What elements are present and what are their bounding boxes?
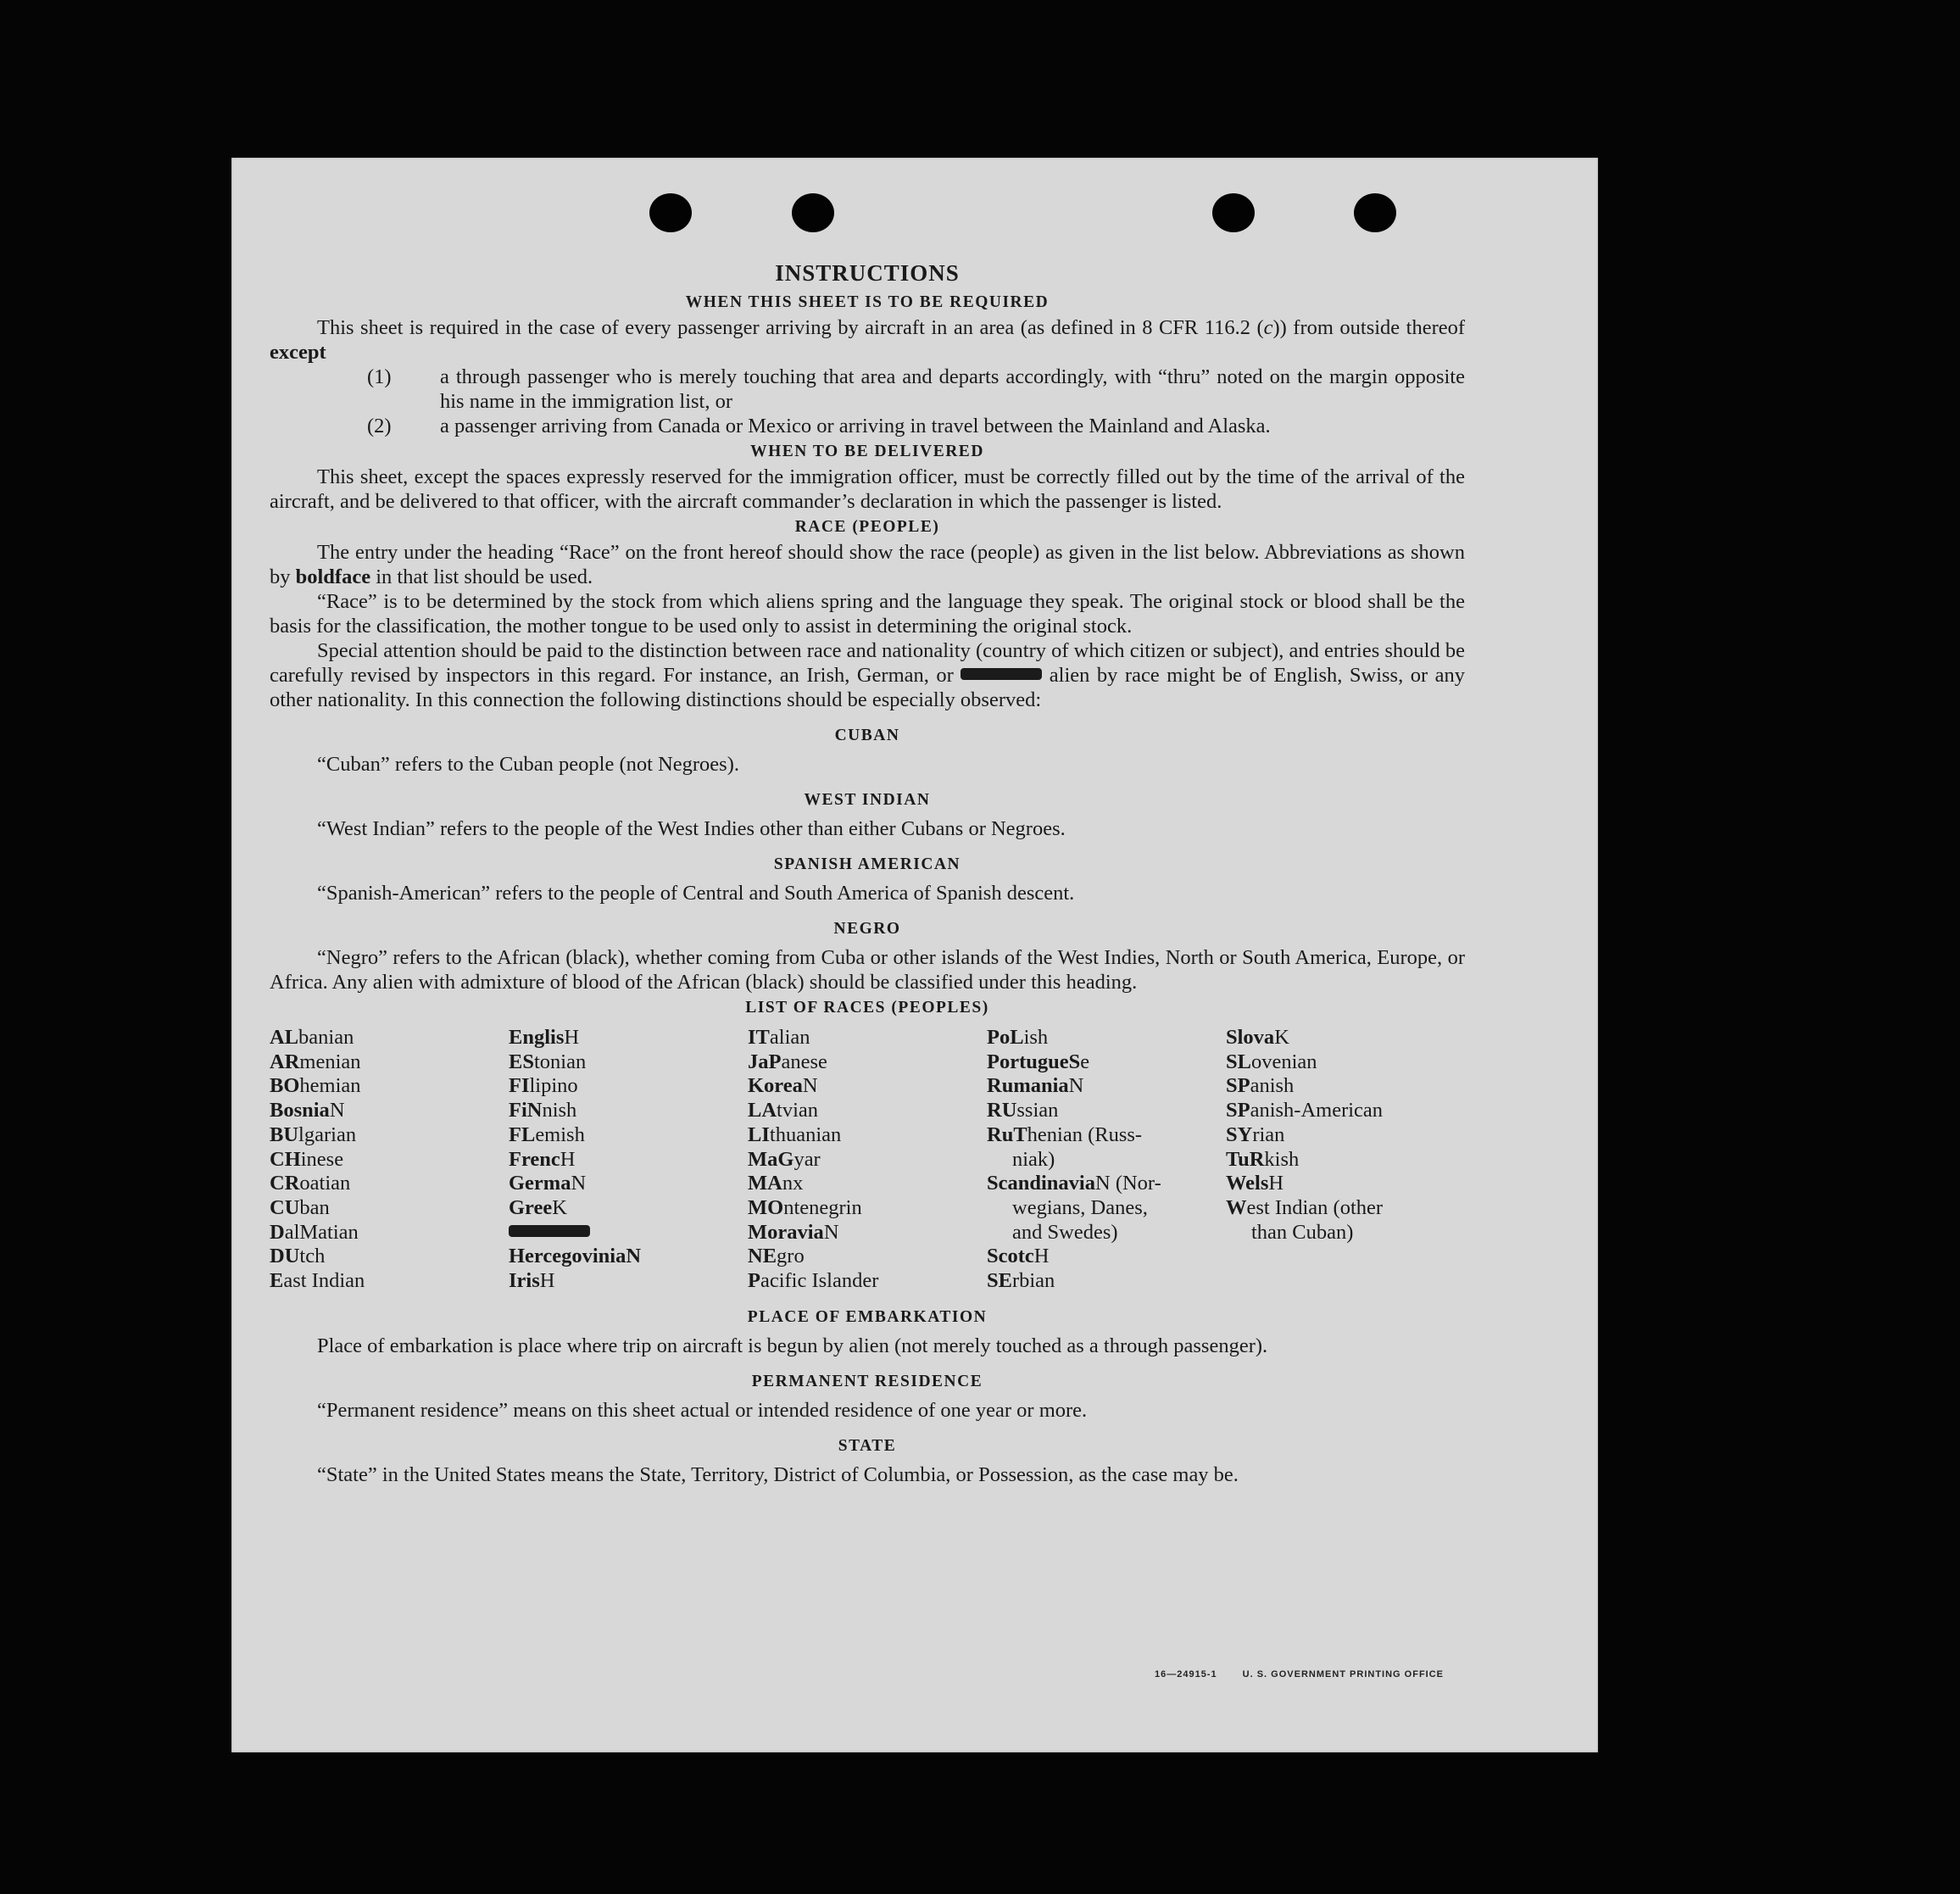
- document-sheet: [231, 158, 1598, 1752]
- spanish-american-text: “Spanish-American” refers to the people of Central and South America of Spanish descent.: [317, 882, 1075, 905]
- race-entry: DalMatian: [270, 1220, 359, 1244]
- race-entry: ScotcH: [987, 1245, 1050, 1268]
- race-entry: LIthuanian: [748, 1122, 842, 1146]
- race-entry: ALbanian: [270, 1026, 354, 1049]
- race-entry: SYrian: [1226, 1122, 1285, 1146]
- race-entry: MoraviaN: [748, 1220, 839, 1244]
- race-entry: WelsH: [1226, 1172, 1284, 1195]
- race-column: [270, 1026, 509, 1294]
- instructions-content: [270, 261, 1465, 1487]
- section-heading-embarkation: PLACE OF EMBARKATION: [747, 1307, 988, 1326]
- race-entry: than Cuban): [1251, 1220, 1354, 1244]
- embarkation-text: Place of embarkation is place where trip on aircraft is begun by alien (not merely touched as a through passenger).: [317, 1334, 1268, 1357]
- section-heading-west-indian: WEST INDIAN: [804, 791, 931, 809]
- page-title: INSTRUCTIONS: [775, 260, 960, 286]
- printer-imprint: U. S. GOVERNMENT PRINTING OFFICE: [1242, 1669, 1444, 1680]
- race-column: [748, 1026, 987, 1294]
- section-heading-negro: NEGRO: [833, 920, 901, 938]
- race-entry: ScandinaviaN (Nor-: [987, 1172, 1161, 1195]
- section-heading-cuban: CUBAN: [834, 727, 900, 744]
- race-entry: EStonian: [509, 1050, 587, 1073]
- race-entry: IrisH: [509, 1269, 555, 1293]
- race-entry: PortugueSe: [987, 1050, 1090, 1073]
- section-heading-residence: PERMANENT RESIDENCE: [751, 1372, 983, 1390]
- section-heading-delivered: WHEN TO BE DELIVERED: [750, 443, 984, 460]
- race-entry: ARmenian: [270, 1050, 361, 1073]
- print-footer: [1133, 1669, 1444, 1680]
- required-item-1: (1) a through passenger who is merely touching that area and departs accordingly, with “thru” noted on the margin opposite his name in the immigration list, or: [367, 365, 1465, 413]
- race-entry: JaPanese: [748, 1050, 827, 1073]
- race-entry: MAnx: [748, 1172, 804, 1195]
- race-entry: ITalian: [748, 1026, 810, 1049]
- race-entry: and Swedes): [1012, 1220, 1118, 1244]
- residence-text: “Permanent residence” means on this sheet actual or intended residence of one year or more.: [317, 1398, 1088, 1422]
- race-entry: BOhemian: [270, 1074, 361, 1098]
- race-column: [1226, 1026, 1465, 1294]
- race-entry: RumaniaN: [987, 1074, 1084, 1098]
- race-entry: SErbian: [987, 1269, 1055, 1293]
- race-entry: CHinese: [270, 1147, 344, 1171]
- race-column: [509, 1026, 748, 1294]
- race-entry: GermaN: [509, 1172, 587, 1195]
- section-heading-state: STATE: [838, 1436, 897, 1455]
- cuban-text: “Cuban” refers to the Cuban people (not Negroes).: [317, 753, 739, 776]
- race-entry: RUssian: [987, 1099, 1059, 1122]
- form-number: 16—24915-1: [1154, 1669, 1217, 1680]
- race-entry: BosniaN: [270, 1099, 345, 1122]
- race-entry: West Indian (other: [1226, 1195, 1384, 1219]
- race-entry: EnglisH: [509, 1026, 580, 1049]
- race-paragraph-2: “Race” is to be determined by the stock from which aliens spring and the language they speak. The original stock or blood shall be the basis for the classification, the mother tongue to be used only to assist in determining the original stock.: [270, 590, 1465, 638]
- redaction-mark: [961, 668, 1042, 680]
- race-entry: FLemish: [509, 1122, 585, 1146]
- race-entry: East Indian: [270, 1269, 365, 1293]
- race-list: [270, 1026, 1465, 1294]
- race-entry: CUban: [270, 1195, 330, 1219]
- race-entry: SPanish-American: [1226, 1099, 1384, 1122]
- race-entry: MaGyar: [748, 1147, 821, 1171]
- negro-text: “Negro” refers to the African (black), whether coming from Cuba or other islands of the West Indies, North or South America, Europe, or Africa. Any alien with admixture of blood of the African (black) should be classified under this heading.: [270, 946, 1465, 994]
- delivered-text: This sheet, except the spaces expressly reserved for the immigration officer, must be correctly filled out by the time of the arrival of the aircraft, and be delivered to that officer, with the aircraft commander’s declaration in which the passenger is listed.: [270, 465, 1465, 513]
- race-entry: SlovaK: [1226, 1026, 1289, 1049]
- required-intro: This sheet is required in the case of every passenger arriving by aircraft in an area (as defined in 8 CFR 116.2 (c)) from outside thereof except: [270, 316, 1466, 364]
- race-entry: DUtch: [270, 1245, 326, 1268]
- race-paragraph-3: Special attention should be paid to the distinction between race and nationality (country of which citizen or subject), and entries should be carefully revised by inspectors in this regard. For instance, an Irish, German, or alien by race might be of English, Swiss, or any other nationality. In this connection the following distinctions should be especially observed:: [270, 639, 1465, 711]
- race-entry: MOntenegrin: [748, 1195, 862, 1219]
- race-entry: SPanish: [1226, 1074, 1295, 1098]
- race-entry: RuThenian (Russ-: [987, 1122, 1143, 1146]
- section-heading-list-of-races: LIST OF RACES (PEOPLES): [745, 999, 989, 1017]
- punch-hole: [1212, 193, 1255, 232]
- race-entry: NEgro: [748, 1245, 805, 1268]
- west-indian-text: “West Indian” refers to the people of the West Indies other than either Cubans or Negroes.: [317, 817, 1066, 840]
- race-entry: LAtvian: [748, 1099, 819, 1122]
- race-entry: [509, 1221, 748, 1245]
- race-entry: KoreaN: [748, 1074, 818, 1098]
- race-entry: PoLish: [987, 1026, 1049, 1049]
- race-column: [987, 1026, 1226, 1294]
- punch-hole: [792, 193, 834, 232]
- race-entry: wegians, Danes,: [1012, 1195, 1148, 1219]
- race-entry: CRoatian: [270, 1172, 351, 1195]
- race-paragraph-1: The entry under the heading “Race” on the front hereof should show the race (people) as given in the list below. Abbreviations as shown by boldface in that list should be used.: [270, 541, 1465, 588]
- section-heading-race: RACE (PEOPLE): [794, 518, 940, 536]
- race-entry: GreeK: [509, 1195, 567, 1219]
- redaction-mark: [509, 1225, 590, 1237]
- race-entry: FIlipino: [509, 1074, 578, 1098]
- race-entry: HercegoviniaN: [509, 1245, 642, 1268]
- punch-hole: [649, 193, 692, 232]
- race-entry: TuRkish: [1226, 1147, 1300, 1171]
- section-heading-spanish-american: SPANISH AMERICAN: [773, 855, 961, 873]
- race-entry: SLovenian: [1226, 1050, 1317, 1073]
- race-entry: Pacific Islander: [748, 1269, 879, 1293]
- race-entry: FrencH: [509, 1147, 576, 1171]
- race-entry: niak): [1012, 1147, 1055, 1171]
- race-entry: BUlgarian: [270, 1122, 357, 1146]
- state-text: “State” in the United States means the State, Territory, District of Columbia, or Possession, as the case may be.: [317, 1462, 1239, 1486]
- punch-hole: [1354, 193, 1396, 232]
- race-entry: FiNnish: [509, 1099, 577, 1122]
- section-heading-required: WHEN THIS SHEET IS TO BE REQUIRED: [685, 293, 1050, 311]
- required-item-2: (2) a passenger arriving from Canada or Mexico or arriving in travel between the Mainland and Alaska.: [367, 415, 1271, 437]
